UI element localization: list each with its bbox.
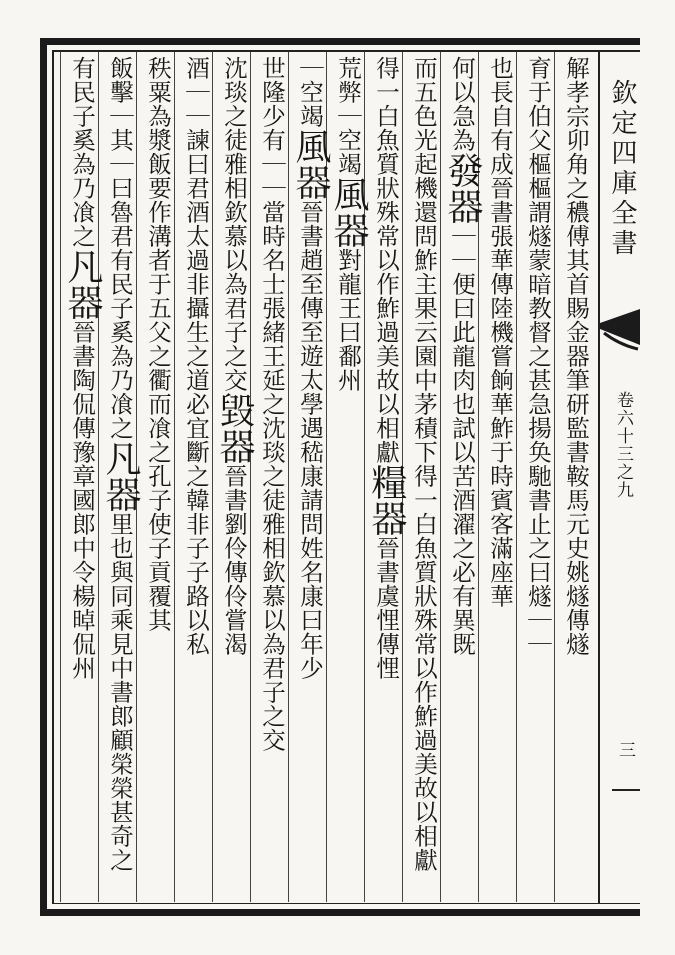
page-border-bottom	[40, 909, 640, 916]
entry-heading: 風器	[328, 176, 369, 248]
text-column-8	[290, 56, 331, 896]
page-border-left	[40, 38, 47, 916]
column-text: 何以急為	[448, 56, 476, 152]
column-text-cont: 晉書趙至傳至遊太學遇嵇康請問姓名康曰年少	[296, 200, 324, 680]
column-text-cont: 晉書張華傳陸機嘗餉華鮓于時賓客滿座華	[486, 176, 514, 608]
column-text: 沈琰之徒雅相欽慕以為君子之交	[220, 56, 248, 392]
text-column-7	[328, 56, 369, 896]
column-text-cont: 對龍王曰鄱州	[334, 248, 362, 392]
text-column-2	[520, 56, 556, 896]
text-column-6	[366, 56, 407, 896]
column-text: 育于伯父樞樞謂燧蒙暗教督之甚急揚奂馳書止之曰燧｜｜	[524, 56, 552, 656]
column-text-cont: ｜｜便曰此龍肉也試以苦酒濯之必有異既	[448, 224, 476, 656]
column-text: 荒弊｜空竭	[334, 56, 362, 176]
text-column-5	[406, 56, 442, 896]
page-number: 三	[615, 741, 635, 758]
center-band-rule	[598, 51, 600, 903]
volume-label: 卷六十三之九	[613, 391, 633, 499]
inner-border-bottom	[52, 903, 640, 905]
entry-heading: 凡器	[62, 248, 103, 320]
page-border-top	[40, 38, 640, 45]
column-text-cont: 晉書劉伶傳伶嘗渴	[220, 464, 248, 656]
text-column-1	[558, 56, 594, 896]
page-number-rule	[612, 789, 640, 791]
column-text: 也長自有成	[486, 56, 514, 176]
column-text-cont: 晉書陶侃傳豫章國郎中令楊晫侃州	[68, 320, 96, 680]
column-text-cont: 里也與同乘見中書郎顧榮榮甚奇之	[106, 512, 134, 872]
entry-heading: 發器	[442, 152, 483, 224]
entry-heading: 毀器	[214, 392, 255, 464]
column-text: 世隆少有｜｜當時名士張緒王延之沈琰之徒雅相欽慕以為君子之交	[258, 56, 286, 752]
center-band	[598, 51, 640, 903]
text-column-11	[178, 56, 214, 896]
entry-heading: 風器	[290, 128, 331, 200]
column-text: ｜空竭	[296, 56, 324, 128]
text-column-12	[140, 56, 176, 896]
entry-heading: 凡器	[100, 440, 141, 512]
column-text: 解孝宗卯角之穠傅其首賜金器筆研監書鞍馬元史姚燧傳燧	[562, 56, 590, 656]
column-text: 飯擊｜其｜曰魯君有民子奚為乃飡之	[106, 56, 134, 440]
column-text: 酒｜｜諫曰君酒太過非攝生之道必宜斷之韓非子子路以私	[182, 56, 210, 656]
column-rule	[60, 52, 61, 902]
book-title: 欽定四庫全書	[607, 79, 637, 259]
fish-tail-ornament	[600, 309, 640, 365]
column-text: 有民子奚為乃飡之	[68, 56, 96, 248]
book-page	[40, 38, 640, 916]
entry-heading: 糧器	[366, 464, 407, 536]
text-column-9	[254, 56, 290, 896]
text-column-4	[442, 56, 483, 896]
text-column-14	[62, 56, 103, 896]
column-text: 得一白魚質狀殊常以作鮓過美故以相獻	[372, 56, 400, 464]
text-column-13	[100, 56, 141, 896]
inner-border-top	[52, 50, 640, 52]
column-text-cont: 晉書虞悝傳悝	[372, 536, 400, 680]
text-column-3	[482, 56, 518, 896]
column-text: 而五色光起機還問鮓主果云園中茅積下得一白魚質狀殊常以作鮓過美故以相獻	[410, 56, 438, 872]
inner-border-left	[52, 50, 54, 904]
column-text: 秩粟為漿飯要作溝者于五父之衢而飡之孔子使子貢覆其	[144, 56, 172, 632]
text-column-10	[214, 56, 255, 896]
